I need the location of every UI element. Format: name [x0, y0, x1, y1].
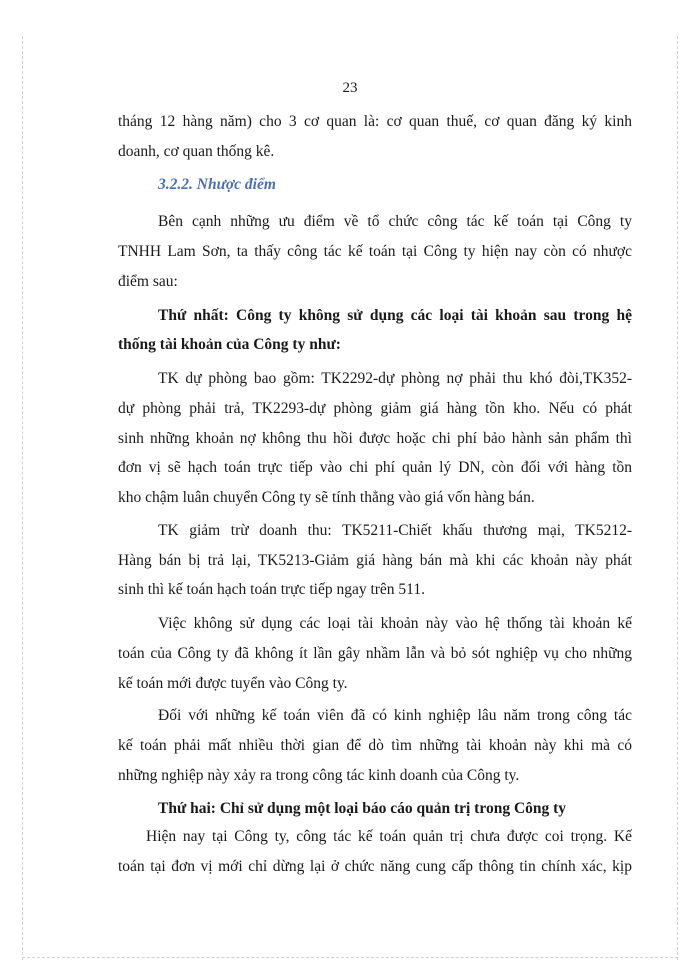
- text-line: TNHH Lam Sơn, ta thấy công tác kế toán tại Công ty hiện nay còn có nhược: [118, 243, 632, 260]
- bold-heading-line: Thứ nhất: Công ty không sử dụng các loại tài khoản sau trong hệ: [158, 307, 632, 324]
- text-line: sinh thì kế toán hạch toán trực tiếp ngay trên 511.: [118, 581, 425, 598]
- text-line: Bên cạnh những ưu điểm về tổ chức công tác kế toán tại Công ty: [158, 213, 632, 230]
- page-bottom-guide: [22, 957, 678, 958]
- section-heading: 3.2.2. Nhược điểm: [158, 176, 276, 193]
- text-line: toán tại đơn vị mới chỉ dừng lại ở chức năng cung cấp thông tin chính xác, kịp: [118, 858, 632, 875]
- text-line: Hàng bán bị trả lại, TK5213-Giảm giá hàng bán mà khi các khoản này phát: [118, 552, 632, 569]
- text-line: TK giảm trừ doanh thu: TK5211-Chiết khấu thương mại, TK5212-: [158, 522, 632, 539]
- text-line: Việc không sử dụng các loại tài khoản này vào hệ thống tài khoản kế: [158, 615, 632, 632]
- text-line: tháng 12 hàng năm) cho 3 cơ quan là: cơ quan thuế, cơ quan đăng ký kinh: [118, 113, 632, 130]
- text-line: sinh những khoản nợ không thu hồi được hoặc chi phí bảo hành sản phẩm thì: [118, 430, 632, 447]
- text-line: Đối với những kế toán viên đã có kinh nghiệp lâu năm trong công tác: [158, 707, 632, 724]
- bold-heading-line: Thứ hai: Chỉ sử dụng một loại báo cáo quản trị trong Công ty: [158, 800, 567, 817]
- text-line: TK dự phòng bao gồm: TK2292-dự phòng nợ phải thu khó đòi,TK352-: [158, 370, 632, 387]
- page-number: 23: [342, 80, 358, 96]
- text-line: toán của Công ty đã không ít lần gây nhầm lẫn và bỏ sót nghiệp vụ cho những: [118, 645, 632, 662]
- text-line: điểm sau:: [118, 273, 178, 290]
- text-line: dự phòng phải trả, TK2293-dự phòng giảm giá hàng tồn kho. Nếu có phát: [118, 400, 632, 417]
- text-line: đơn vị sẽ hạch toán trực tiếp vào chi phí quản lý DN, còn đối với hàng tồn: [118, 459, 632, 476]
- bold-heading-line: thống tài khoản của Công ty như:: [118, 336, 341, 353]
- text-line: doanh, cơ quan thống kê.: [118, 143, 275, 160]
- text-line: kho chậm luân chuyển Công ty sẽ tính thẳng vào giá vốn hàng bán.: [118, 489, 535, 506]
- text-line: Hiện nay tại Công ty, công tác kế toán quản trị chưa được coi trọng. Kế: [146, 828, 632, 845]
- text-line: kế toán mới được tuyển vào Công ty.: [118, 675, 348, 692]
- text-line: những nghiệp này xảy ra trong công tác kinh doanh của Công ty.: [118, 767, 520, 784]
- text-line: kế toán phải mất nhiều thời gian để dò tìm những tài khoản này khi mà có: [118, 737, 632, 754]
